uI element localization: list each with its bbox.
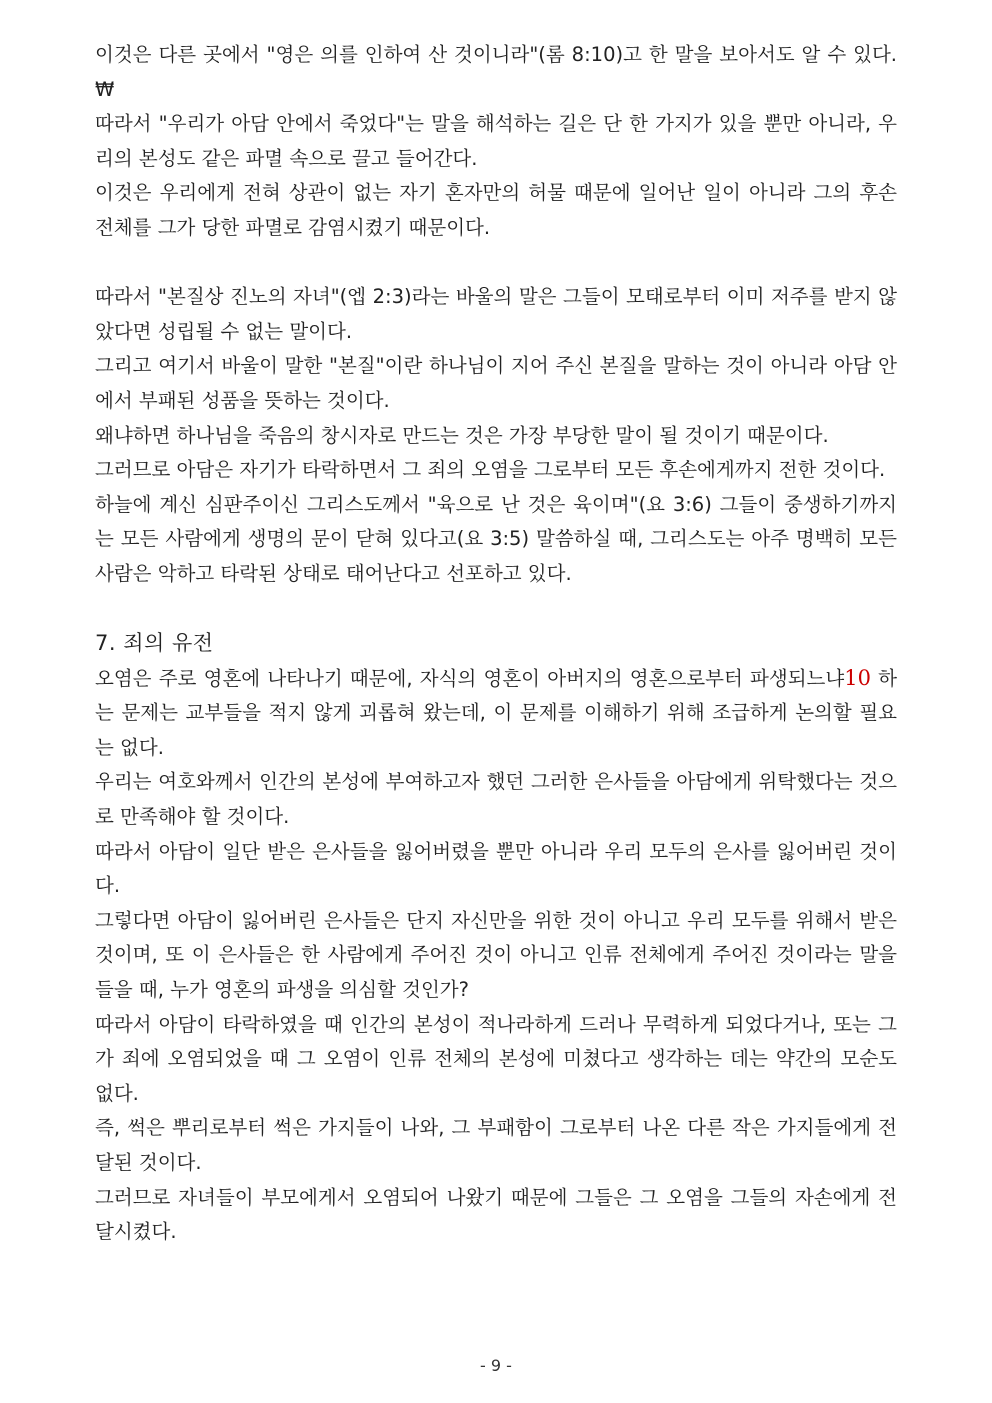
paragraph: 우리는 여호와께서 인간의 본성에 부여하고자 했던 그러한 은사들을 아담에게 위탁했다는 것으로 만족해야 할 것이다.	[95, 770, 897, 829]
paragraph: 따라서 "본질상 진노의 자녀"(엡 2:3)라는 바울의 말은 그들이 모태로부터 이미 저주를 받지 않았다면 성립될 수 없는 말이다.	[95, 285, 897, 343]
paragraph: 이것은 다른 곳에서 "영은 의를 인하여 산 것이니라"(롬 8:10)고 한 말을 보아서도 알 수 있다. ₩	[95, 43, 897, 101]
paragraph: 왜냐하면 하나님을 죽음의 창시자로 만드는 것은 가장 부당한 말이 될 것이기 때문이다.	[95, 423, 829, 447]
paragraph-text: 오염은 주로 영혼에 나타나기 때문에, 자식의 영혼이 아버지의 영혼으로부터 파생되느냐	[95, 666, 845, 690]
document-body	[95, 38, 897, 1250]
paragraph	[95, 661, 897, 766]
paragraph: 그리고 여기서 바울이 말한 "본질"이란 하나님이 지어 주신 본질을 말하는 것이 아니라 아담 안에서 부패된 성품을 뜻하는 것이다.	[95, 354, 897, 412]
paragraph-gap	[95, 246, 897, 281]
page-number: - 9 -	[480, 1356, 512, 1375]
section-heading: 7. 죄의 유전	[95, 631, 214, 656]
paragraph: 이것은 우리에게 전혀 상관이 없는 자기 혼자만의 허물 때문에 일어난 일이 아니라 그의 후손 전체를 그가 당한 파멸로 감염시켰기 때문이다.	[95, 181, 897, 239]
paragraph: 따라서 "우리가 아담 안에서 죽었다"는 말을 해석하는 길은 단 한 가지가 있을 뿐만 아니라, 우리의 본성도 같은 파멸 속으로 끌고 들어간다.	[95, 112, 897, 170]
paragraph: 즉, 썩은 뿌리로부터 썩은 가지들이 나와, 그 부패함이 그로부터 나온 다른 작은 가지들에게 전달된 것이다.	[95, 1116, 897, 1174]
paragraph-text: 하는 문제는 교부들을 적지 않게 괴롭혀 왔는데, 이 문제를 이해하기 위해 조급하게 논의할 필요는 없다.	[95, 666, 897, 759]
section-gap	[95, 592, 897, 627]
footnote-reference[interactable]: 10	[844, 665, 871, 690]
paragraph: 따라서 아담이 타락하였을 때 인간의 본성이 적나라하게 드러나 무력하게 되었다거나, 또는 그가 죄에 오염되었을 때 그 오염이 인류 전체의 본성에 미쳤다고 생각하는 데는 약간의 모순도 없다.	[95, 1012, 897, 1105]
paragraph: 그러므로 아담은 자기가 타락하면서 그 죄의 오염을 그로부터 모든 후손에게까지 전한 것이다.	[95, 458, 886, 482]
paragraph: 그렇다면 아담이 잃어버린 은사들은 단지 자신만을 위한 것이 아니고 우리 모두를 위해서 받은 것이며, 또 이 은사들은 한 사람에게 주어진 것이 아니고 인류 전체에게 주어진 것이라는 말을 들을 때, 누가 영혼의 파생을 의심할 것인가?	[95, 908, 897, 1002]
paragraph: 따라서 아담이 일단 받은 은사들을 잃어버렸을 뿐만 아니라 우리 모두의 은사를 잃어버린 것이다.	[95, 839, 897, 898]
paragraph: 하늘에 계신 심판주이신 그리스도께서 "육으로 난 것은 육이며"(요 3:6) 그들이 중생하기까지는 모든 사람에게 생명의 문이 닫혀 있다고(요 3:5) 말씀하실 때, 그리스도는 아주 명백히 모든 사람은 악하고 타락된 상태로 태어난다고 선포하고 있다.	[95, 492, 897, 585]
paragraph: 그러므로 자녀들이 부모에게서 오염되어 나왔기 때문에 그들은 그 오염을 그들의 자손에게 전달시켰다.	[95, 1185, 897, 1244]
